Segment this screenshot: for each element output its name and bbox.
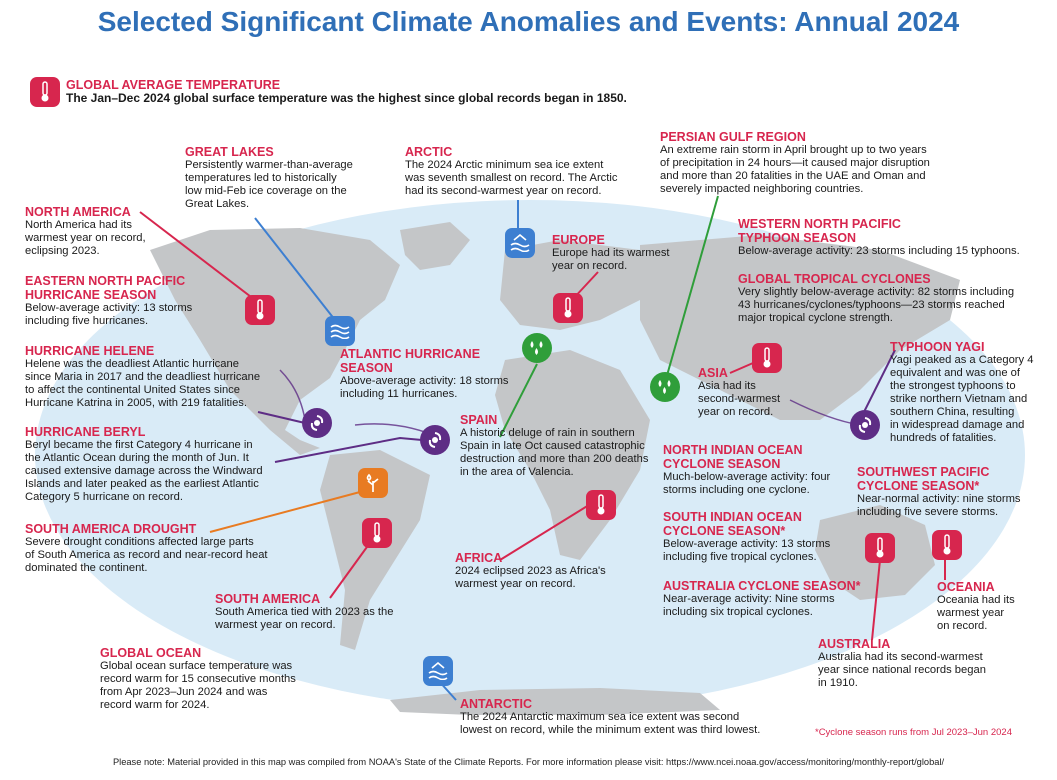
thermometer-icon xyxy=(245,295,275,325)
event-heading: TYPHOON YAGI xyxy=(890,340,985,354)
event-south-america xyxy=(215,592,445,632)
source-footer: Please note: Material provided in this map was compiled from NOAA's State of the Climate Reports. For more information please visit: https://www.ncei.noaa.gov/access/monitoring/monthly-report/global/ xyxy=(112,757,945,767)
event-antarctic xyxy=(460,697,800,737)
event-text-line: and more than 20 fatalities in the UAE and Oman and xyxy=(660,170,926,182)
event-text-line: Helene was the deadliest Atlantic hurricane xyxy=(25,358,239,370)
event-text-line: including six tropical cyclones. xyxy=(663,606,813,618)
event-global-tc xyxy=(738,272,1048,325)
event-heading: GLOBAL TROPICAL CYCLONES xyxy=(738,272,931,286)
event-heading: AUSTRALIA xyxy=(818,637,891,651)
event-text-line: storms including one cyclone. xyxy=(663,484,810,496)
event-text-line: warmest year xyxy=(937,607,1005,619)
event-heading: TYPHOON SEASON xyxy=(738,231,857,245)
event-heading: WESTERN NORTH PACIFIC xyxy=(738,217,901,231)
event-text-line: destruction and more than 200 deaths xyxy=(460,453,649,465)
event-text-line: temperatures led to historically xyxy=(185,172,337,184)
event-global-ocean xyxy=(100,646,320,712)
event-text-line: second-warmest xyxy=(698,393,781,405)
thermometer-icon xyxy=(586,490,616,520)
event-heading: GLOBAL OCEAN xyxy=(100,646,202,660)
event-text-line: equivalent and was one of xyxy=(890,367,1020,379)
event-text-line: southern China, resulting xyxy=(890,406,1015,418)
event-persian-gulf xyxy=(660,130,980,196)
thermometer-icon xyxy=(932,530,962,560)
event-europe xyxy=(552,233,692,273)
event-text-line: Asia had its xyxy=(698,380,756,392)
event-heading: SOUTH AMERICA xyxy=(215,592,321,606)
event-text-line: Yagi peaked as a Category 4 xyxy=(890,354,1034,366)
event-text-line: year on record. xyxy=(698,406,774,418)
event-text-line: Persistently warmer-than-average xyxy=(185,159,353,171)
thermometer-icon xyxy=(553,293,583,323)
thermometer-icon xyxy=(362,518,392,548)
event-text-line: South America tied with 2023 as the xyxy=(215,606,394,618)
event-heading: EUROPE xyxy=(552,233,605,247)
event-text-line: North America had its xyxy=(25,219,132,231)
event-north-america xyxy=(25,205,165,258)
event-text-line: in 1910. xyxy=(818,677,858,689)
thermometer-icon xyxy=(752,343,782,373)
event-heading: SOUTH INDIAN OCEAN xyxy=(663,510,802,524)
event-text-line: year since national records began xyxy=(818,664,986,676)
thermometer-icon xyxy=(865,533,895,563)
raindrops-icon xyxy=(522,333,552,363)
event-text-line: from Apr 2023–Jun 2024 and was xyxy=(100,686,268,698)
page-title: Selected Significant Climate Anomalies and Events: Annual 2024 xyxy=(97,6,960,37)
event-heading: CYCLONE SEASON* xyxy=(857,479,980,493)
event-text-line: of precipitation in 24 hours—it caused major disruption xyxy=(660,157,930,169)
event-text-line: Below-average activity: 13 storms xyxy=(25,302,193,314)
event-heading: CYCLONE SEASON xyxy=(663,457,781,471)
ice-waves-icon xyxy=(423,656,453,686)
cyclone-icon xyxy=(850,410,880,440)
event-text-line: warmest year on record. xyxy=(215,619,336,631)
event-text-line: was seventh smallest on record. The Arctic xyxy=(405,172,618,184)
event-text-line: The 2024 Antarctic maximum sea ice extent was second xyxy=(460,711,740,723)
event-text-line: An extreme rain storm in April brought up to two years xyxy=(660,144,927,156)
event-text-line: eclipsing 2023. xyxy=(25,245,100,257)
event-spain xyxy=(460,413,670,479)
event-heading: ARCTIC xyxy=(405,145,453,159)
event-heading: CYCLONE SEASON* xyxy=(663,524,786,538)
event-heading: GREAT LAKES xyxy=(185,145,274,159)
event-text-line: low mid-Feb ice coverage on the xyxy=(185,185,347,197)
event-text-line: severely impacted neighboring countries. xyxy=(660,183,864,195)
event-text-line: Below-average activity: 23 storms including 15 typhoons. xyxy=(738,245,1020,257)
event-oceania xyxy=(937,580,1047,633)
event-text-line: The 2024 Arctic minimum sea ice extent xyxy=(405,159,604,171)
event-text-line: lowest on record, while the minimum extent was third lowest. xyxy=(460,724,761,736)
event-text-line: caused extensive damage across the Windward xyxy=(25,465,263,477)
dry-plant-icon xyxy=(358,468,388,498)
event-heading: ATLANTIC HURRICANE xyxy=(340,347,481,361)
event-text-line: strike northern Vietnam and xyxy=(890,393,1028,405)
event-heading: SEASON xyxy=(340,361,393,375)
event-text-line: Hurricane Katrina in 2005, with 219 fatalities. xyxy=(25,397,248,409)
event-text-line: dominated the continent. xyxy=(25,562,148,574)
event-africa xyxy=(455,551,655,591)
event-text-line: hundreds of fatalities. xyxy=(890,432,997,444)
event-typhoon-yagi xyxy=(890,340,1050,445)
event-text-line: Islands and later peaked as the earliest Atlantic xyxy=(25,478,259,490)
event-text-line: Europe had its warmest xyxy=(552,247,670,259)
cyclone-icon xyxy=(420,425,450,455)
event-swp-cyclone xyxy=(857,465,1047,519)
ice-waves-icon xyxy=(505,228,535,258)
cyclone-season-footnote: *Cyclone season runs from Jul 2023–Jun 2024 xyxy=(815,727,1012,738)
global-average-text: The Jan–Dec 2024 global surface temperature was the highest since global records began in 1850. xyxy=(66,91,627,105)
event-heading: HURRICANE BERYL xyxy=(25,425,146,439)
event-text-line: Spain in late Oct caused catastrophic xyxy=(460,440,645,452)
event-wnp-typhoon xyxy=(738,217,1048,258)
event-heading: ASIA xyxy=(698,366,728,380)
event-text-line: Global ocean surface temperature was xyxy=(100,660,293,672)
event-sa-drought xyxy=(25,522,325,575)
event-text-line: year on record. xyxy=(552,260,628,272)
event-heading: OCEANIA xyxy=(937,580,995,594)
event-heading: SOUTHWEST PACIFIC xyxy=(857,465,990,479)
event-text-line: Much-below-average activity: four xyxy=(663,471,831,483)
event-text-line: including five tropical cyclones. xyxy=(663,551,817,563)
event-text-line: had its second-warmest year on record. xyxy=(405,185,602,197)
event-aus-cyclone xyxy=(663,579,893,619)
event-text-line: Australia had its second-warmest xyxy=(818,651,983,663)
event-heading: NORTH AMERICA xyxy=(25,205,131,219)
event-text-line: the strongest typhoons to xyxy=(890,380,1016,392)
event-text-line: Above-average activity: 18 storms xyxy=(340,375,509,387)
event-asia xyxy=(698,366,798,419)
event-text-line: Near-average activity: Nine storms xyxy=(663,593,835,605)
thermometer-icon xyxy=(30,77,60,107)
event-text-line: 43 hurricanes/cyclones/typhoons—23 storms reached xyxy=(738,299,1005,311)
event-heading: EASTERN NORTH PACIFIC xyxy=(25,274,186,288)
event-sio-cyclone xyxy=(663,510,853,564)
event-text-line: major tropical cyclone strength. xyxy=(738,312,893,324)
event-text-line: record warm for 2024. xyxy=(100,699,210,711)
event-text-line: A historic deluge of rain in southern xyxy=(460,427,635,439)
event-text-line: warmest year on record. xyxy=(455,578,576,590)
event-text-line: Below-average activity: 13 storms xyxy=(663,538,831,550)
event-heading: HURRICANE HELENE xyxy=(25,344,155,358)
event-text-line: including five severe storms. xyxy=(857,506,999,518)
event-text-line: Category 5 hurricane on record. xyxy=(25,491,183,503)
event-text-line: of South America as record and near-record heat xyxy=(25,549,268,561)
global-average-heading: GLOBAL AVERAGE TEMPERATURE xyxy=(66,78,281,92)
event-text-line: on record. xyxy=(937,620,988,632)
event-text-line: including five hurricanes. xyxy=(25,315,149,327)
cyclone-icon xyxy=(302,408,332,438)
event-text-line: warmest year on record, xyxy=(25,232,146,244)
event-text-line: Great Lakes. xyxy=(185,198,250,210)
event-great-lakes xyxy=(185,145,385,211)
event-text-line: 2024 eclipsed 2023 as Africa's xyxy=(455,565,606,577)
event-atlantic-hurricane xyxy=(340,347,540,401)
event-text-line: in the area of Valencia. xyxy=(460,466,574,478)
event-australia xyxy=(818,637,1038,690)
ice-waves-icon xyxy=(325,316,355,346)
event-beryl xyxy=(25,425,295,504)
global-average-temperature xyxy=(66,78,686,105)
event-heading: AUSTRALIA CYCLONE SEASON* xyxy=(663,579,861,593)
event-text-line: in widespread damage and xyxy=(890,419,1025,431)
event-text-line: Beryl became the first Category 4 hurricane in xyxy=(25,439,253,451)
event-text-line: since Maria in 2017 and the deadliest hurricane xyxy=(25,371,261,383)
event-heading: HURRICANE SEASON xyxy=(25,288,157,302)
event-text-line: Oceania had its xyxy=(937,594,1015,606)
event-heading: SOUTH AMERICA DROUGHT xyxy=(25,522,197,536)
event-nio-cyclone xyxy=(663,443,853,497)
event-heading: ANTARCTIC xyxy=(460,697,532,711)
event-text-line: Near-normal activity: nine storms xyxy=(857,493,1021,505)
event-heading: PERSIAN GULF REGION xyxy=(660,130,806,144)
raindrops-icon xyxy=(650,372,680,402)
event-heading: AFRICA xyxy=(455,551,503,565)
event-text-line: the Atlantic Ocean during the month of Jun. It xyxy=(25,452,249,464)
event-heading: SPAIN xyxy=(460,413,498,427)
event-arctic xyxy=(405,145,655,198)
event-text-line: record warm for 15 consecutive months xyxy=(100,673,296,685)
event-text-line: Very slightly below-average activity: 82 storms including xyxy=(738,286,1015,298)
event-text-line: including 11 hurricanes. xyxy=(340,388,458,400)
event-heading: NORTH INDIAN OCEAN xyxy=(663,443,803,457)
event-text-line: Severe drought conditions affected large parts xyxy=(25,536,254,548)
event-text-line: to affect the continental United States since xyxy=(25,384,240,396)
event-enp-hurricane xyxy=(25,274,225,328)
event-helene xyxy=(25,344,295,410)
